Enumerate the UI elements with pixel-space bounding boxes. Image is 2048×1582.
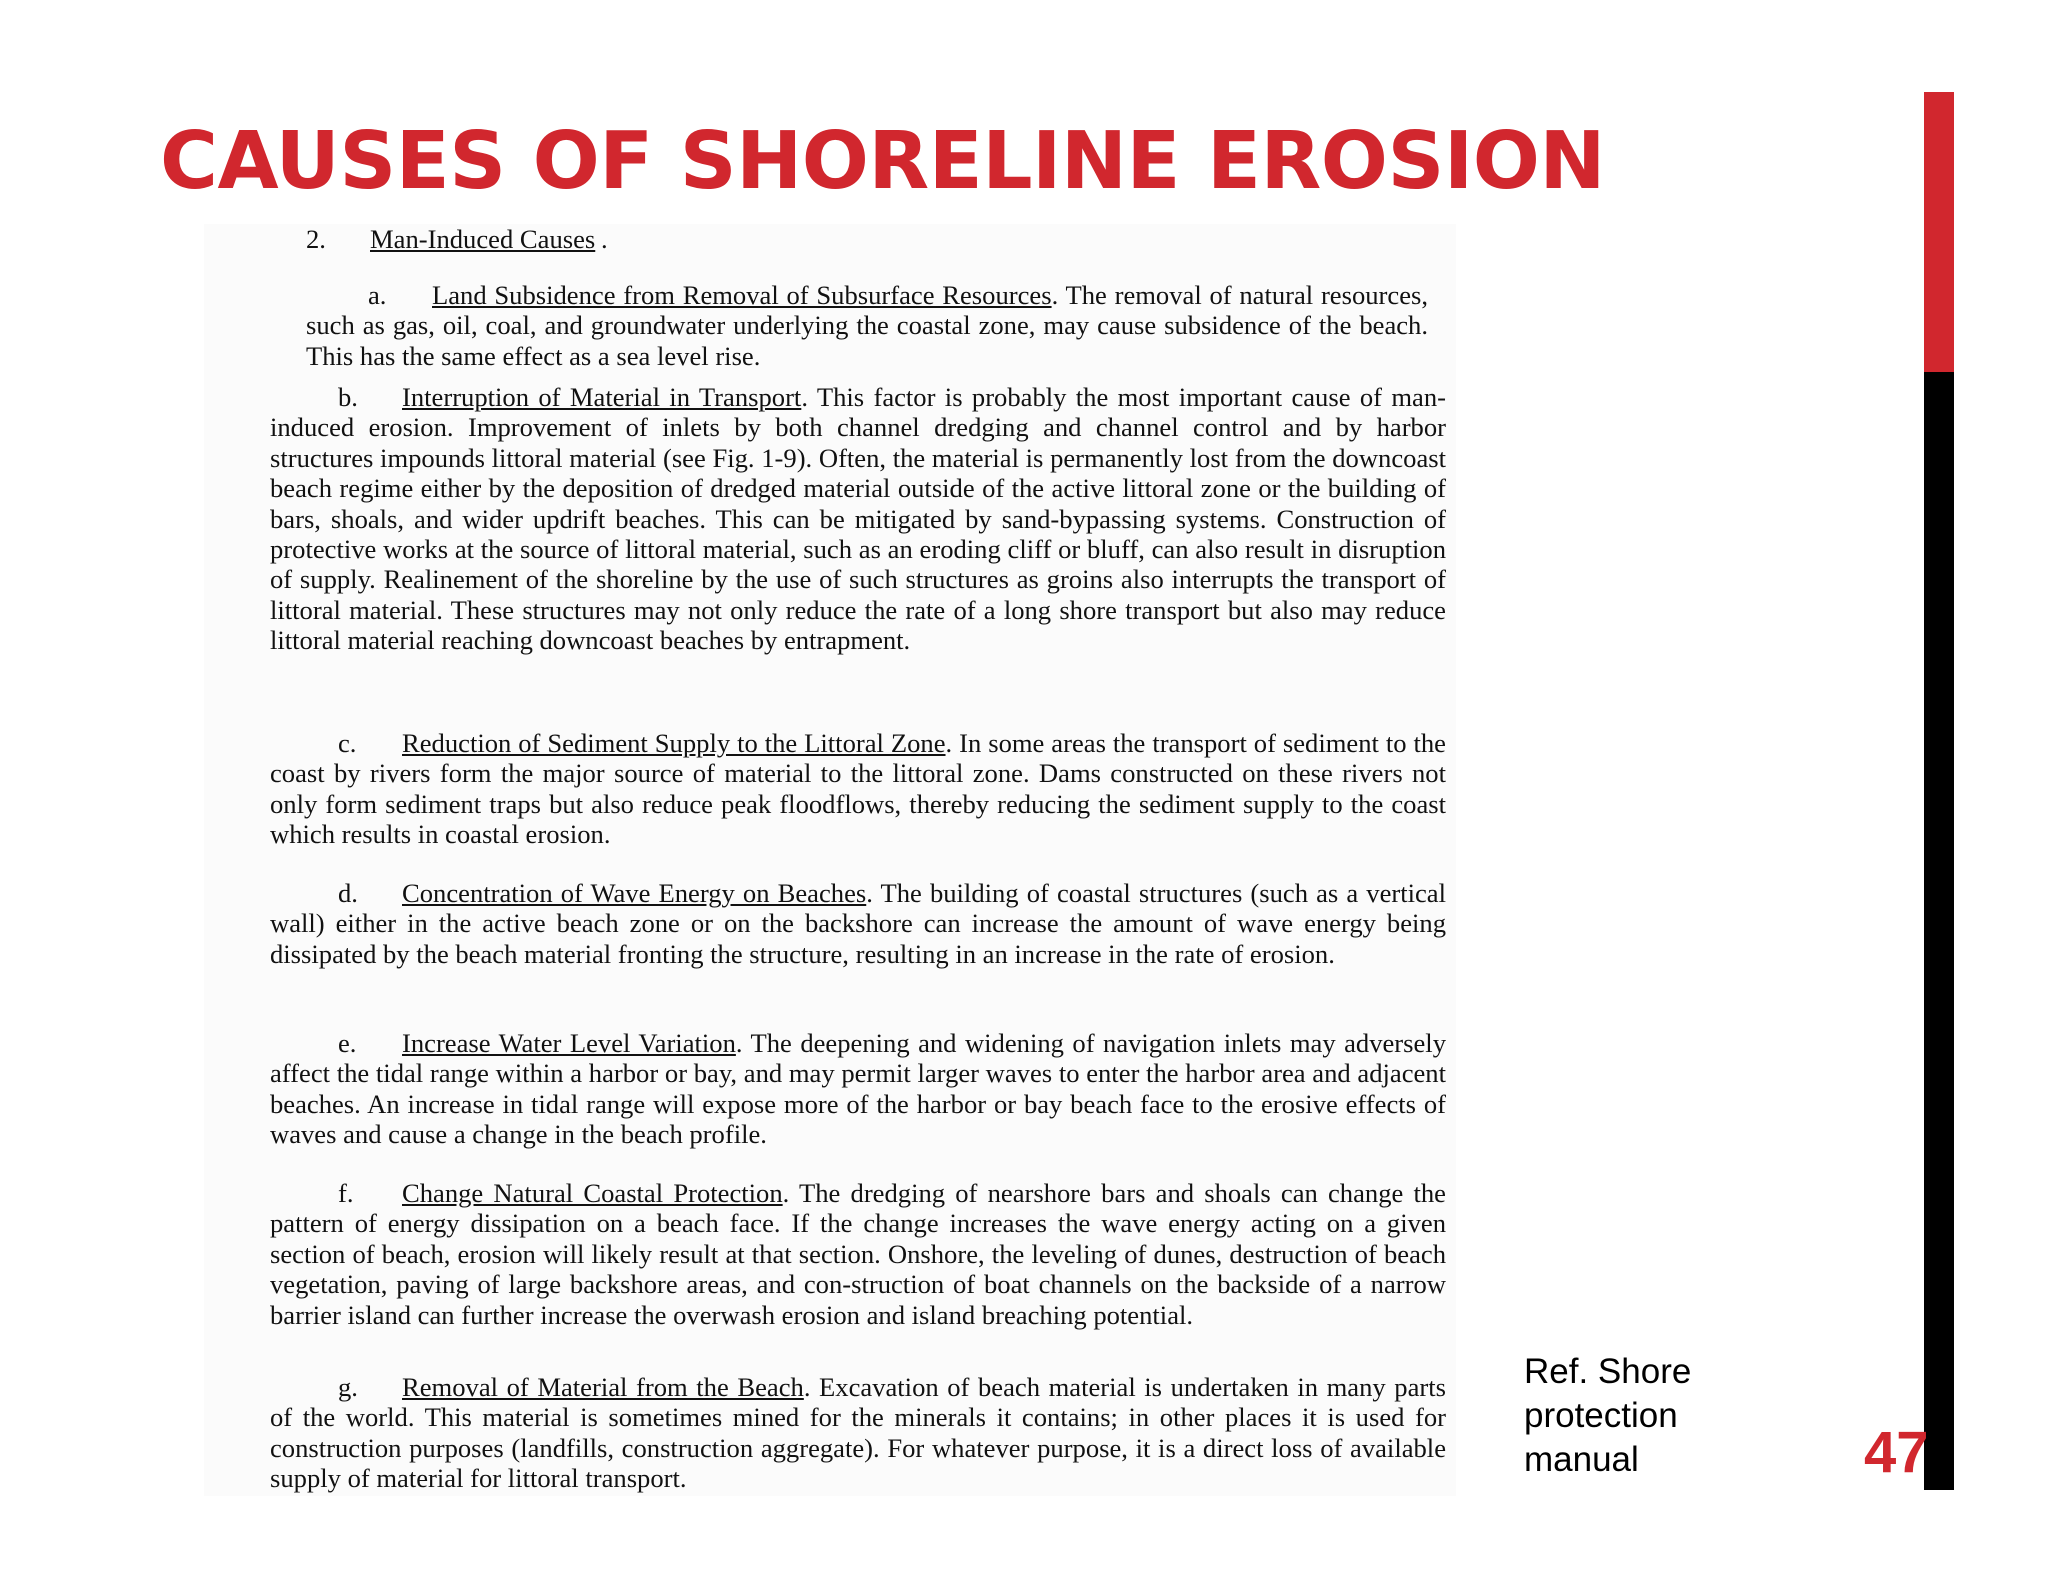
section-title: [370, 224, 595, 254]
section-title-suffix: .: [601, 224, 608, 254]
item-b: [270, 382, 1446, 656]
reference-note: [1524, 1350, 1774, 1482]
item-label: d.: [338, 878, 358, 908]
item-g: [270, 1372, 1446, 1494]
item-text: . The deepening and widening of navigation inlets may adversely affect the tidal range within a harbor or bay, and may permit larger waves to enter the harbor area and adjacent beaches. An increase in tidal range will expose more of the harbor or bay beach face to the erosive effects of waves and cause a change in the beach profile.: [270, 1028, 1446, 1150]
item-title: Interruption of Material in Transport: [402, 382, 802, 412]
item-text: . Excavation of beach material is undertaken in many parts of the world. This material is sometimes mined for the minerals it contains; in other places it is used for construction purposes (landfills, construction aggregate). For whatever purpose, it is a direct loss of available supply of material for littoral transport.: [270, 1372, 1446, 1494]
item-title: Change Natural Coastal Protection: [402, 1178, 783, 1208]
accent-bar-red: [1924, 92, 1954, 372]
accent-bar-black: [1924, 372, 1954, 1490]
item-d: [270, 878, 1446, 969]
item-c: [270, 728, 1446, 850]
item-f: [270, 1178, 1446, 1330]
reference-line: protection: [1524, 1396, 1678, 1435]
item-a: [306, 280, 1428, 371]
item-title: Increase Water Level Variation: [402, 1028, 736, 1058]
item-title: Concentration of Wave Energy on Beaches: [402, 878, 867, 908]
item-text: . The removal of natural resources, such as gas, oil, coal, and groundwater underlying the coastal zone, may cause subsidence of the beach. This has the same effect as a sea level rise.: [306, 280, 1429, 371]
reference-line: Ref. Shore: [1524, 1352, 1692, 1391]
page-number: 47: [1864, 1420, 1929, 1485]
item-label: f.: [338, 1178, 354, 1208]
section-number: 2.: [306, 224, 326, 254]
item-text: . In some areas the transport of sediment to the coast by rivers form the major source of material to the littoral zone. Dams constructed on these rivers not only form sediment traps but also reduce peak floodflows, thereby reducing the sediment supply to the coast which results in coastal erosion.: [270, 728, 1446, 850]
item-text: . This factor is probably the most important cause of man-induced erosion. Improvement of inlets by both channel dredging and channel control and by harbor structures impounds littoral material (see Fig. 1-9). Often, the material is permanently lost from the downcoast beach regime either by the deposition of dredged material outside of the active littoral zone or the building of bars, shoals, and wider updrift beaches. This can be mitigated by sand-bypassing systems. Construction of protective works at the source of littoral material, such as an eroding cliff or bluff, can also result in disruption of supply. Realinement of the shoreline by the use of such structures as groins also interrupts the transport of littoral material. These structures may not only reduce the rate of a long shore transport but also may reduce littoral material reaching downcoast beaches by entrapment.: [270, 382, 1446, 656]
item-title: Removal of Material from the Beach: [402, 1372, 804, 1402]
item-label: b.: [338, 382, 358, 412]
item-title: Reduction of Sediment Supply to the Littoral Zone: [402, 728, 946, 758]
item-label: g.: [338, 1372, 358, 1402]
item-label: c.: [338, 728, 357, 758]
item-text: . The building of coastal structures (such as a vertical wall) either in the active beach zone or on the backshore can increase the amount of wave energy being dissipated by the beach material fronting the structure, resulting in an increase in the rate of erosion.: [270, 878, 1446, 969]
reference-line: manual: [1524, 1440, 1639, 1479]
item-label: a.: [368, 280, 387, 310]
item-e: [270, 1028, 1446, 1150]
item-label: e.: [338, 1028, 357, 1058]
slide-title: CAUSES OF SHORELINE EROSION: [160, 115, 1606, 207]
section-title-text: Man-Induced Causes: [370, 224, 596, 254]
item-title: Land Subsidence from Removal of Subsurface Resources: [432, 280, 1052, 310]
item-text: . The dredging of nearshore bars and shoals can change the pattern of energy dissipation on a beach face. If the change increases the wave energy acting on a given section of beach, erosion will likely result at that section. Onshore, the leveling of dunes, destruction of beach vegetation, paving of large backshore areas, and con-struction of boat channels on the backside of a narrow barrier island can further increase the overwash erosion and island breaching potential.: [270, 1178, 1446, 1330]
scanned-document: [204, 224, 1456, 1496]
